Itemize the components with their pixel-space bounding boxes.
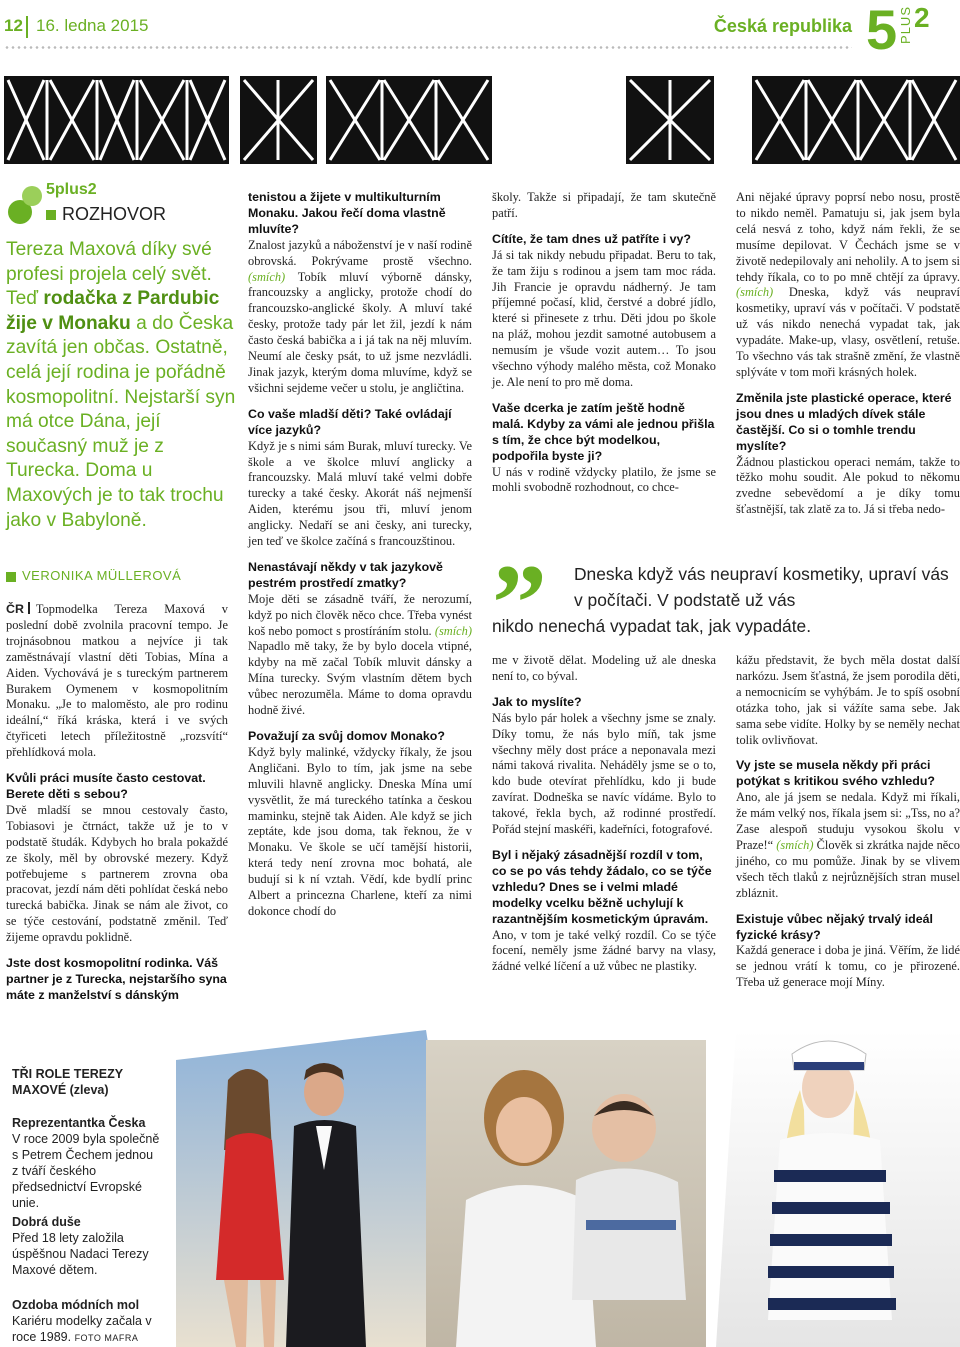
column-4-bottom [736, 653, 960, 991]
question: Jste dost kosmopolitní rodinka. Váš partner je z Turecka, nejstaršího syna máte z manželství s dánským [6, 956, 227, 1002]
answer: U nás v rodině vždycky platilo, že jsme se mohli svobodně rozhodnout, co chce- [492, 464, 716, 495]
caption-2-head: Dobrá duše [12, 1215, 81, 1229]
caption-1-head: Reprezentantka Česka [12, 1116, 146, 1130]
answer: Nás bylo pár holek a všechny jsme se znaly. Díky tomu, že nás bylo míň, tak jsme všechny měly dost práce a neponavala mezi námi taková rivalita. Neháděly jsme se o to, kdo bude otevírat přehlídku, kdo ji bude zavírat. Dodneška se navíc vídáme. Bylo to takové, řekla bych, až rodinné prostředí. Pořád stejní maskéři, kadeřníci, fotografové. [492, 710, 716, 837]
pull-quote-line-2: nikdo nenechá vypadat tak, jak vypadáte. [492, 616, 812, 636]
article-lead [6, 238, 242, 533]
page-number: 12 [4, 16, 23, 35]
question: Jak to myslíte? [492, 694, 582, 709]
column-3-top [492, 190, 716, 496]
pull-quote [492, 561, 960, 639]
caption-3-body: Kariéru modelky začala v roce 1989. [12, 1314, 152, 1344]
column-3-bottom [492, 653, 716, 975]
quote-mark-icon: ” [492, 542, 547, 664]
answer: Tobík mluví výborně dánsky, francouzsky a anglicky, protože chodí do francouzsko-anglické školy. A mluví také česky, protože tady pár let žil, jezdí k nám často česká babička a i já tak na něj mluvím. Neumí ale česky psát, to už jsme nezvládli. Jinak jazyk, kterým doma mluvíme, když se všichni sejdeme večer u stolu, je angličtina. [248, 269, 472, 395]
question: Vy jste se musela někdy při práci potýkat s kritikou svého vzhledu? [736, 758, 935, 789]
redacted-block-3 [326, 76, 492, 164]
dateline: ČR [6, 602, 24, 616]
rubric-label: ROZHOVOR [62, 204, 167, 224]
question: Kvůli práci musíte často cestovat. Berete děti s sebou? [6, 771, 206, 801]
dateline-separator [28, 602, 30, 614]
photo-credit: FOTO MAFRA [74, 1333, 139, 1343]
caption-2 [12, 1214, 162, 1278]
author-name: VERONIKA MÜLLEROVÁ [22, 568, 182, 583]
answer: Moje děti se zásadně tváří, že nerozumí, když po nich člověk něco chce. Třeba vynést koš nebo pomoct s prostíráním stolu. [248, 591, 472, 638]
laugh-note: (smích) [434, 623, 472, 638]
question: Cítíte, že tam dnes už patříte i vy? [492, 231, 691, 246]
answer: Dneska, když vás neupraví kosmetiky, upraví vás v počítači. V podstatě už vás nikdo nenechá vypadat tak, jak vypadáte. Make-up, vlasy, osvětlení, retuše. To všechno vás tak strašně změní, že vlastně splýváte v tom moři krásných holek. [736, 285, 960, 379]
issue-date: 16. ledna 2015 [36, 16, 149, 35]
redacted-block-2 [240, 76, 317, 164]
question: Existuje vůbec nějaký trvalý ideál fyzické krásy? [736, 911, 933, 942]
answer: Ano, v tom je také velký rozdíl. Co se týče focení, neměly jsme žádné barvy na vlasy, žádné velké líčení a už vůbec ne plastiky. [492, 927, 716, 974]
caption-1 [12, 1115, 162, 1211]
answer: Ani nějaké úpravy poprsí nebo nosu, prostě to nikdo neměl. Pamatuju si, jak jsem byla celá nesvá z toho, když nám řekli, že se musíme depilovat. V Čechách jsme se v životě nedepilovaly ani neholily. A to jsem si tehdy říkala, co to po mně chtějí za úpravy. [736, 190, 960, 284]
redacted-block-1 [4, 76, 229, 164]
answer: Dvě mladší se mnou cestovaly často, Tobiasovi je čtrnáct, takže už je to v podstatě študák. Kdybych ho brala pokaždé ze školy, měl by obrovské mezery. Když potřebujeme s partnerem zrovna oba pracovat, jezdí nám děti pohlídat česká nebo turecká babička. Jinak se nám ale život, co se týče cestování, podstatně změnil. Teď žijeme opravdu poklidně. [6, 802, 228, 945]
header-separator [26, 16, 28, 38]
author-square [6, 572, 16, 582]
photo-collage-image [176, 1030, 960, 1347]
question: Změnila jste plastické operace, které jsou dnes u mladých dívek stále častější. Co si o tomhle trendu myslíte? [736, 390, 952, 453]
logo-plus: PLUS [898, 6, 913, 44]
answer: me v životě dělat. Modeling už ale dneska není to, co býval. [492, 653, 716, 683]
caption-3-head: Ozdoba módních mol [12, 1298, 140, 1312]
photo-collage [176, 1030, 960, 1347]
answer: Když byly malinké, vždycky říkaly, že jsou Angličani. Bylo to tím, jak jsme na sebe mluvili hlavně anglicky. Dneska Mína umí vysvětlit, že má tureckého tatínka a českou maminku, stejně tak Aiden. Ale když se jich zeptáte, kde jsou doma, tak řeknou, že v Monaku. Ve škole se učí tamější historii, která tedy není zrovna moc bohatá, ale budují si k ní vztah. Vědí, kde bydlí princ Albert a princezna Charlene, kteří za nimi dokonce chodí do [248, 744, 472, 918]
answer: Člověk si zkrátka najde něco jiného, co mu pomůže. Jinak by se vlivem všech těch tlaků z nejrůznějších stran musel zbláznit. [736, 837, 960, 900]
answer: Když je s nimi sám Burak, mluví turecky. Ve škole a ve školce mluví anglicky a francouzsky. Malá mluví také velmi dobře turecky a také česky. Akorát náš nejmenší Aiden, kterému jsou tři, mluví jenom anglicky. Nedaří se ani česky, ani turecky, jen teď ve školce začíná s francouzštinou. [248, 438, 472, 549]
answer: Znalost jazyků a náboženství je v naší rodině obrovská. Pokrývame prostě všechno. [248, 237, 472, 268]
logo-five: 5 [866, 0, 898, 61]
question: Vaše dcerka je zatím ještě hodně malá. Kdyby za vámi ale jednou přišla s tím, že chce být modelkou, podpořila byste ji? [492, 400, 715, 463]
lead-bold: rodačka z Pardubic žije v Monaku [6, 288, 220, 334]
column-1 [6, 602, 228, 1004]
question: Považují za svůj domov Monako? [248, 729, 445, 743]
redacted-block-4 [626, 76, 714, 164]
column-4-top [736, 190, 960, 518]
answer: Každá generace i doba je jiná. Věřím, že lidé se jednou vrátí k tomu, co je přirozené. Třeba už generace mojí Míny. [736, 943, 960, 990]
rubric-square [46, 210, 56, 220]
caption-title: TŘI ROLE TEREZY MAXOVÉ (zleva) [12, 1067, 123, 1097]
question: Nenastávají někdy v tak jazykově pestrém prostředí zmatky? [248, 559, 443, 590]
answer: kážu představit, že bych měla dostat další narkózu. Jsem šťastná, že jsem porodila děti, a nemocnicím se vyhýbám. Je to spíš osobní otázka toho, jak si vážíte sama sebe. Jak sama sebe vidíte. Holky by se neměly nechat tolik ovlivňovat. [736, 653, 960, 747]
question: Co vaše mladší děti? Také ovládají více jazyků? [248, 406, 452, 437]
laugh-note: (smích) [776, 837, 814, 852]
answer: Napadlo mě taky, že by bylo docela vtipné, kdyby na mě začal Tobík mluvit dánsky a Mína turecky. Svým vlastním dětem bych vůbec nerozuměla. Máme to doma opravdu hodně živé. [248, 639, 472, 718]
question: Byl i nějaký zásadnější rozdíl v tom, co se po vás tehdy žádalo, co se týče vzhledu? Dnes se i velmi mladé modelky vcelku běžně uchylují k razantnějším kosmetickým úpravám. [492, 847, 712, 926]
answer: školy. Takže si připadají, že tam skutečně patří. [492, 190, 716, 220]
answer: Žádnou plastickou operaci nemám, takže to těžko mohu soudit. Ale pokud to někomu zvedne sebevědomí a je díky tomu šťastnější, tak zlatě za to. Já si třeba nedo- [736, 454, 960, 517]
header-dotted-rule [4, 46, 852, 49]
lead-text-1: Tereza Maxová díky své profesi projela celý svět. Teď [6, 239, 212, 310]
answer: Já si tak nikdy nebudu připadat. Beru to tak, že tam žiju s rodinou a jsem tam moc ráda. Jih Francie je opravdu nádherný. Je tam příjemné počasí, klid, čerstvé a dobré jídlo, které si přinesete z trhu. Děti jdou po škole na pláž, mohou jezdit samotné autobusem a nemusím je všude vozit autem… To jsou všechno výhody malého města, což Monako je. Ale není to pro mě doma. [492, 247, 716, 389]
answer: Ano, ale já jsem se nedala. Když mi říkali, že mám velký nos, říkala jsem si: „Tss, no a? Zase alespoň studuju vysokou školu v Praze!“ [736, 790, 960, 852]
column-2 [248, 190, 472, 920]
rubric-brand: 5plus2 [46, 181, 97, 198]
lead-text-2: a do Česka zavítá jen občas. Ostatně, celá její rodina je pořádně kosmopolitní. Nejstarší syn má otce Dána, její současný muž je z Turecka. Doma u Maxových je to tak trochu jako v Babyloně. [6, 312, 236, 531]
pull-quote-line-1: Dneska když vás neupraví kosmetiky, upraví vás v počítači. V podstatě už vás [574, 564, 949, 610]
logo-two: 2 [914, 2, 930, 33]
laugh-note: (smích) [248, 269, 286, 284]
caption-3 [12, 1297, 162, 1346]
section-title: Česká republika [713, 16, 852, 36]
speech-bubble-icon [6, 182, 42, 226]
redacted-block-5 [752, 76, 960, 164]
laugh-note: (smích) [736, 285, 774, 300]
question: tenistou a žijete v multikulturním Monaku. Jakou řečí doma vlastně mluvíte? [248, 190, 446, 236]
caption-1-body: V roce 2009 byla společně s Petrem Čechem jednou z tváří českého předsednictví Evropské unie. [12, 1132, 160, 1210]
caption-2-body: Před 18 lety založila úspěšnou Nadaci Terezy Maxové dětem. [12, 1231, 149, 1277]
intro-text: Topmodelka Tereza Maxová v poslední době zvolnila pracovní tempo. Je trojnásobnou matkou a nejvíce ji tak zaměstnávají vlastní děti Tobias, Mína a Aiden. Vychovává je s tureckým partnerem Burakem Oymenem v kosmopolitním Monaku. „Je to maloměsto, ale pro rodinu ideální,“ říká kráska, která i ve svých čtyřiceti letech příležitostně „rozsvítí“ přehlídková mola. [6, 602, 228, 760]
